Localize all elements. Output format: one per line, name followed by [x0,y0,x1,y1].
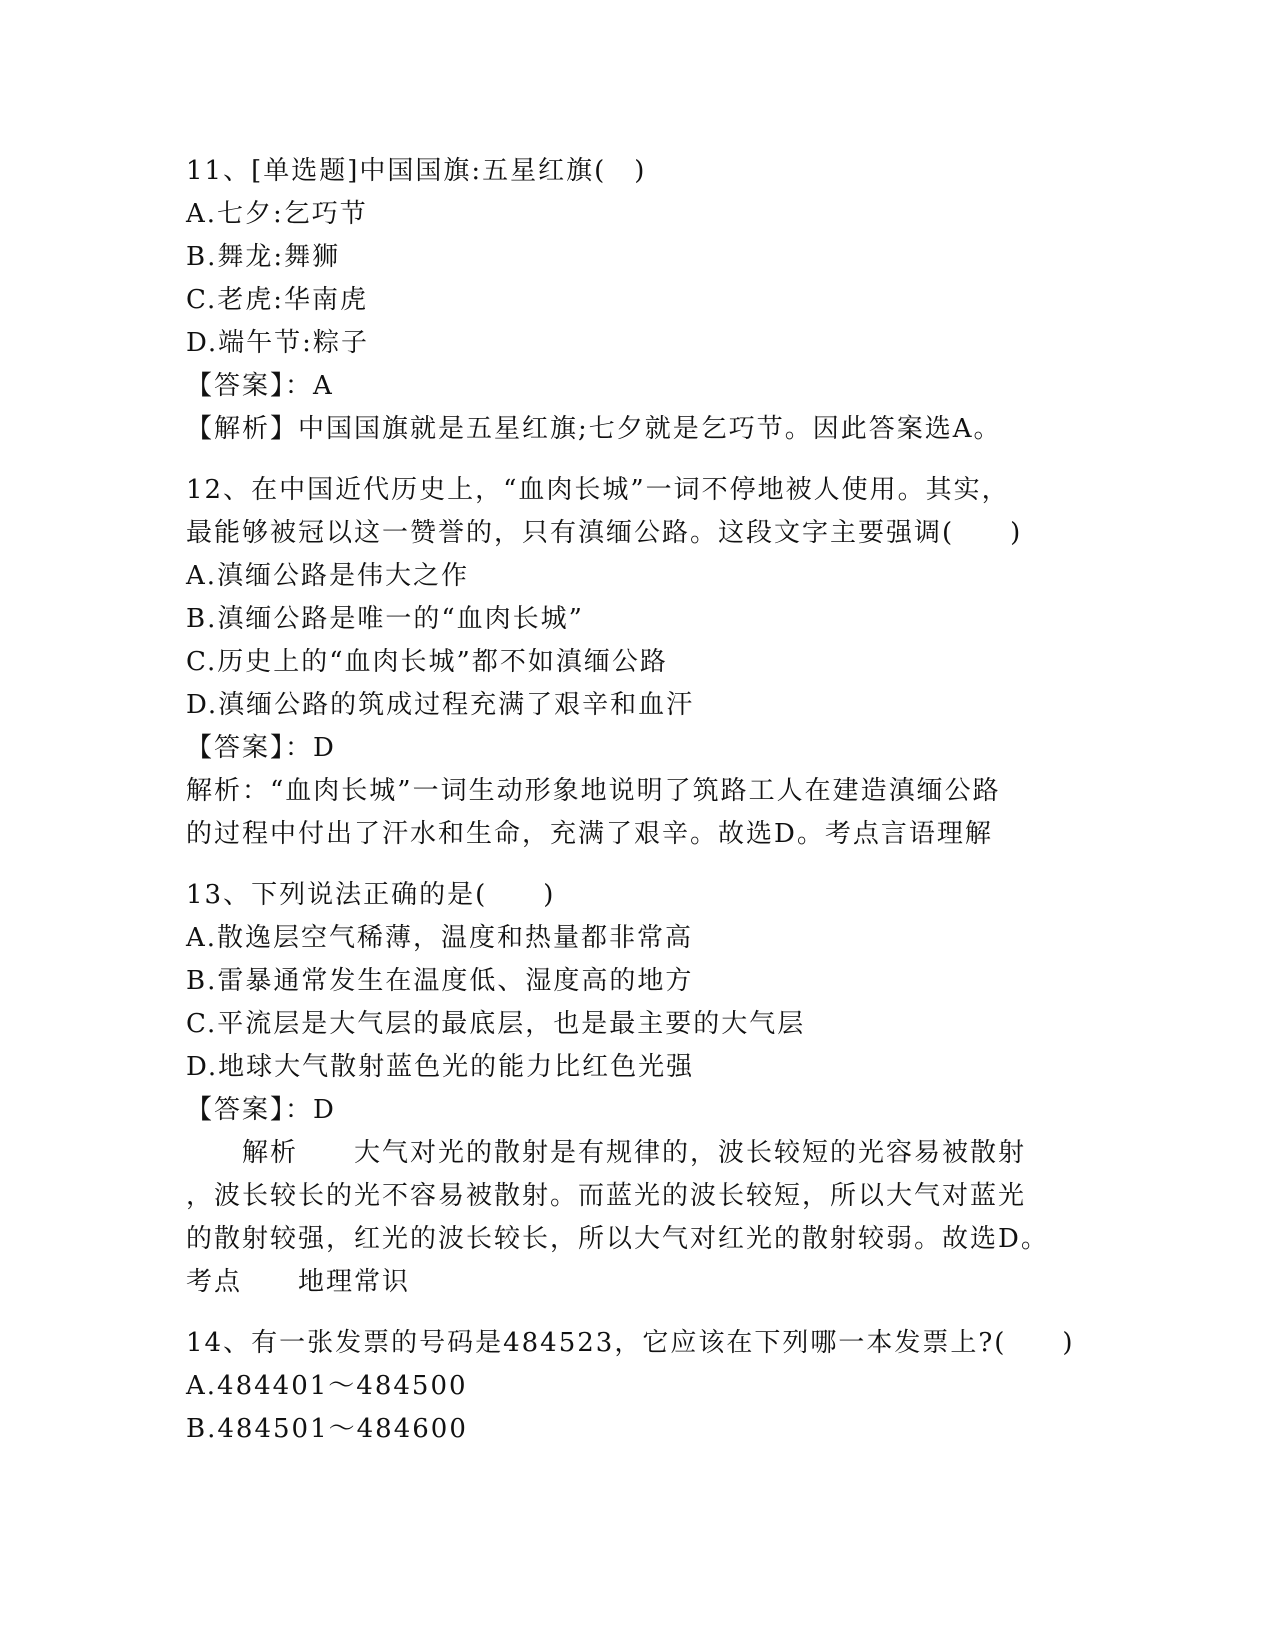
question-stem: 14、有一张发票的号码是484523，它应该在下列哪一本发票上?( ) [186,1328,1075,1358]
option-a: A.484401～484500 [186,1371,468,1401]
option-a: A.七夕:乞巧节 [186,199,368,229]
explanation: 的过程中付出了汗水和生命，充满了艰辛。故选D。考点言语理解 [186,819,993,849]
question-14 [186,1322,1086,1451]
question-12 [186,469,1086,856]
option-b: B.滇缅公路是唯一的“血肉长城” [186,604,584,634]
answer: 【答案】：D [186,1095,336,1125]
option-b: B.雷暴通常发生在温度低、湿度高的地方 [186,966,694,996]
answer: 【答案】：D [186,733,336,763]
option-b: B.舞龙:舞狮 [186,242,341,272]
question-list [186,150,1086,1451]
question-stem: 13、下列说法正确的是( ) [186,880,556,910]
answer: 【答案】：A [186,371,334,401]
option-c: C.平流层是大气层的最底层，也是最主要的大气层 [186,1009,806,1039]
option-d: D.滇缅公路的筑成过程充满了艰辛和血汗 [186,690,695,720]
explanation: 解析：“血肉长城”一词生动形象地说明了筑路工人在建造滇缅公路 [186,776,1001,806]
question-11 [186,150,1086,451]
option-b: B.484501～484600 [186,1414,468,1444]
question-13 [186,874,1086,1304]
question-stem: 11、[单选题]中国国旗:五星红旗( ) [186,156,647,186]
option-d: D.地球大气散射蓝色光的能力比红色光强 [186,1052,695,1082]
explanation: 【解析】中国国旗就是五星红旗;七夕就是乞巧节。因此答案选A。 [186,414,1002,444]
question-stem: 12、在中国近代历史上，“血肉长城”一词不停地被人使用。其实， [186,475,1010,505]
option-a: A.散逸层空气稀薄，温度和热量都非常高 [186,923,694,953]
explanation: 的散射较强，红光的波长较长，所以大气对红光的散射较弱。故选D。 [186,1224,1049,1254]
explanation: ，波长较长的光不容易被散射。而蓝光的波长较短，所以大气对蓝光 [186,1181,1027,1211]
topic-tag: 考点 地理常识 [186,1267,411,1297]
explanation: 解析 大气对光的散射是有规律的，波长较短的光容易被散射 [186,1138,1027,1168]
option-d: D.端午节:粽子 [186,328,369,358]
question-stem: 最能够被冠以这一赞誉的，只有滇缅公路。这段文字主要强调( ) [186,518,1023,548]
option-c: C.历史上的“血肉长城”都不如滇缅公路 [186,647,668,677]
option-a: A.滇缅公路是伟大之作 [186,561,470,591]
option-c: C.老虎:华南虎 [186,285,368,315]
